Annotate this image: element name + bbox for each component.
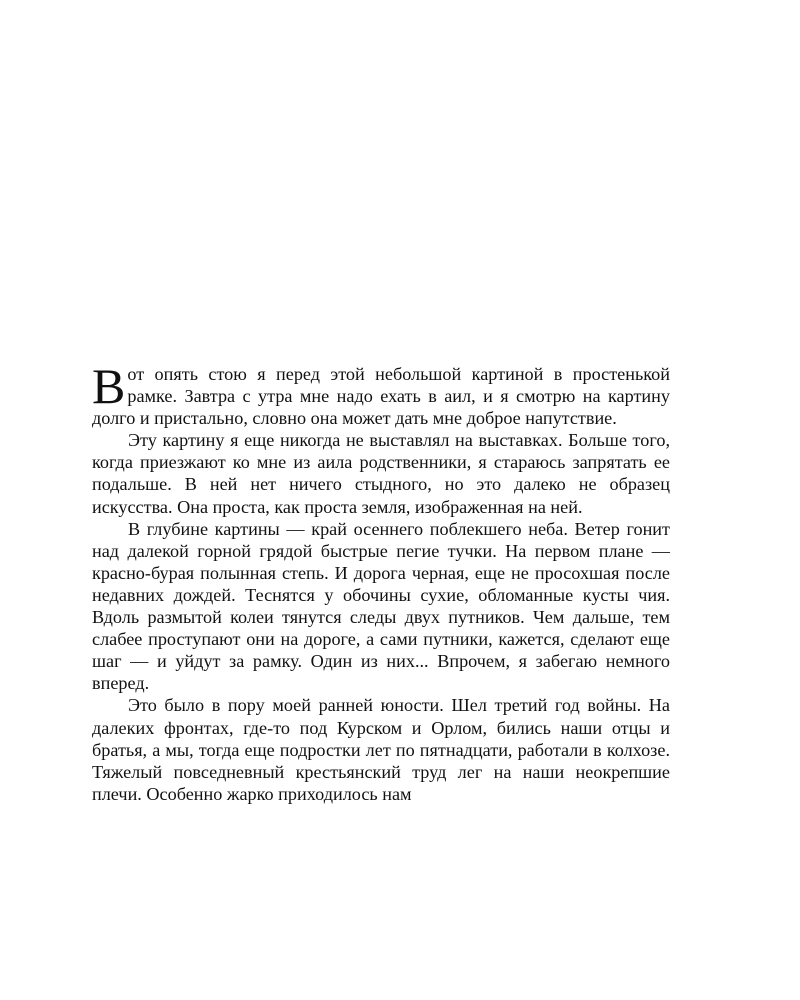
paragraph-4: Это было в пору моей ранней юности. Шел третий год войны. На далеких фронтах, где-то под Курском и Орлом, бились наши отцы и братья, а мы, тогда еще подростки лет по пятнадцати, работали в колхозе. Тяжелый повседневный крестьянский труд лег на наши неокрепшие плечи. Особенно жарко приходилось нам	[92, 695, 670, 804]
paragraph-1-text: от опять стою я перед этой небольшой картиной в простенькой рамке. Завтра с утра мне надо ехать в аил, и я смотрю на картину долго и пристально, словно она может дать мне доброе напутствие.	[92, 364, 670, 429]
paragraph-1	[92, 358, 670, 429]
drop-cap: В	[92, 358, 126, 414]
book-page-text	[92, 358, 670, 805]
paragraph-2: Эту картину я еще никогда не выставлял на выставках. Больше того, когда приезжают ко мне из аила родственники, я стараюсь запрятать ее подальше. В ней нет ничего стыдного, но это далеко не образец искусства. Она проста, как проста земля, изображенная на ней.	[92, 430, 670, 517]
paragraph-3: В глубине картины — край осеннего поблекшего неба. Ветер гонит над далекой горной грядой быстрые пегие тучки. На первом плане — красно-бурая полынная степь. И дорога черная, еще не просохшая после недавних дождей. Теснятся у обочины сухие, обломанные кусты чия. Вдоль размытой колеи тянутся следы двух путников. Чем дальше, тем слабее проступают они на дороге, а сами путники, кажется, сделают еще шаг — и уйдут за рамку. Один из них... Впрочем, я забегаю немного вперед.	[92, 518, 670, 694]
